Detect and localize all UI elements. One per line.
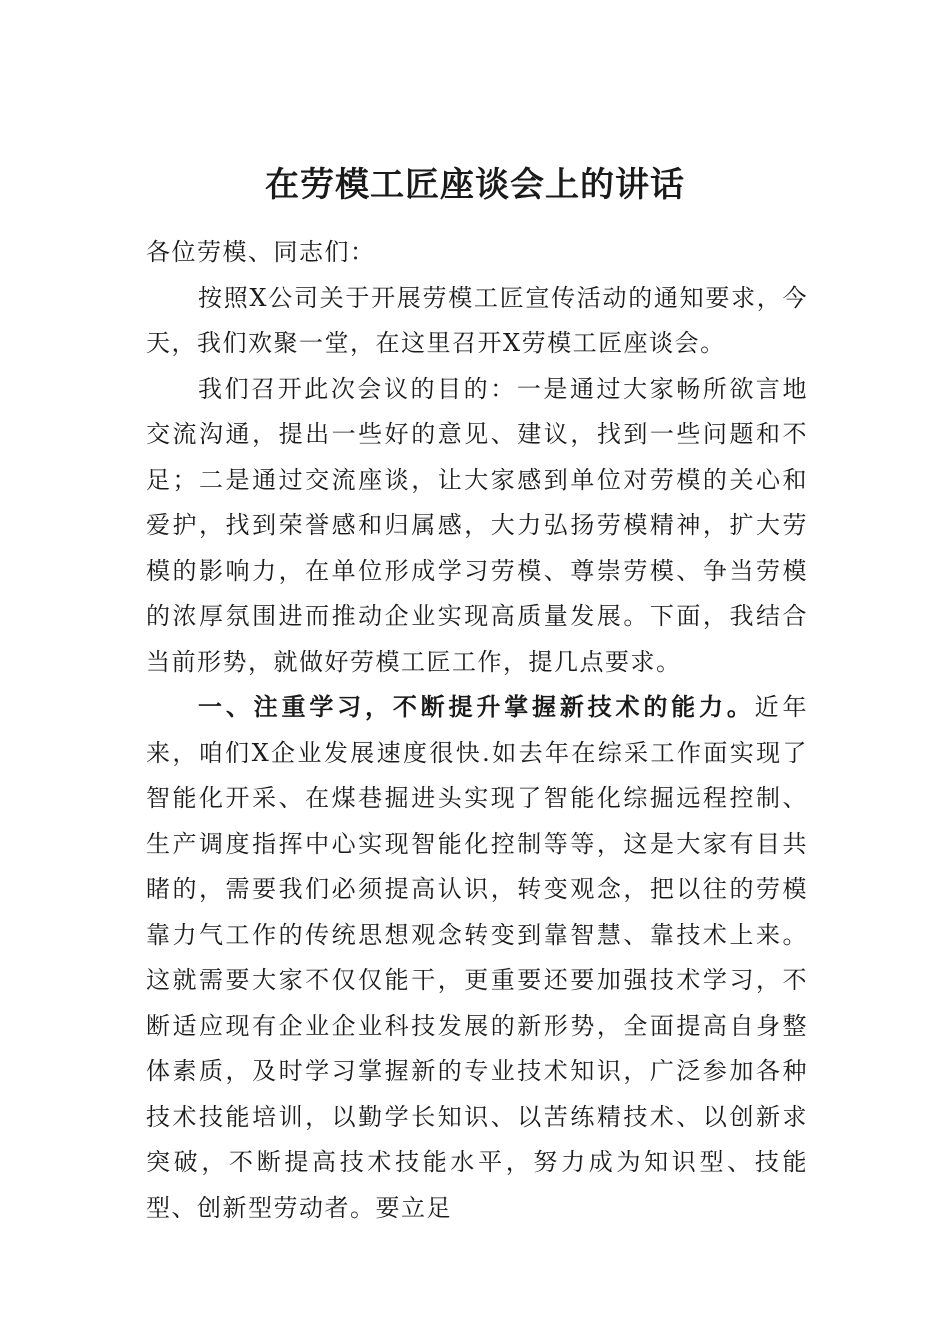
section-1-heading: 一、注重学习，不断提升掌握新技术的能力。 [198, 693, 755, 721]
salutation: 各位劳模、同志们： [146, 238, 376, 266]
section-1-paragraph [146, 685, 808, 1231]
document-title: 在劳模工匠座谈会上的讲话 [265, 165, 685, 205]
paragraph-purpose: 我们召开此次会议的目的：一是通过大家畅所欲言地交流沟通，提出一些好的意见、建议，找到一些问题和不足；二是通过交流座谈，让大家感到单位对劳模的关心和爱护，找到荣誉感和归属感，大力弘扬劳模精神，扩大劳模的影响力，在单位形成学习劳模、尊崇劳模、争当劳模的浓厚氛围进而推动企业实现高质量发展。下面，我结合当前形势，就做好劳模工匠工作，提几点要求。 [146, 374, 808, 676]
paragraph-intro: 按照X公司关于开展劳模工匠宣传活动的通知要求，今天，我们欢聚一堂，在这里召开X劳模工匠座谈会。 [146, 283, 808, 357]
document-body [146, 230, 808, 1231]
section-1-text: 近年来，咱们X企业发展速度很快.如去年在综采工作面实现了智能化开采、在煤巷掘进头实现了智能化综掘远程控制、生产调度指挥中心实现智能化控制等等，这是大家有目共睹的，需要我们必须提高认识，转变观念，把以往的劳模靠力气工作的传统思想观念转变到靠智慧、靠技术上来。这就需要大家不仅仅能干，更重要还要加强技术学习，不断适应现有企业企业科技发展的新形势，全面提高自身整体素质，及时学习掌握新的专业技术知识，广泛参加各种技术技能培训，以勤学长知识、以苦练精技术、以创新求突破，不断提高技术技能水平，努力成为知识型、技能型、创新型劳动者。要立足 [146, 693, 809, 1222]
